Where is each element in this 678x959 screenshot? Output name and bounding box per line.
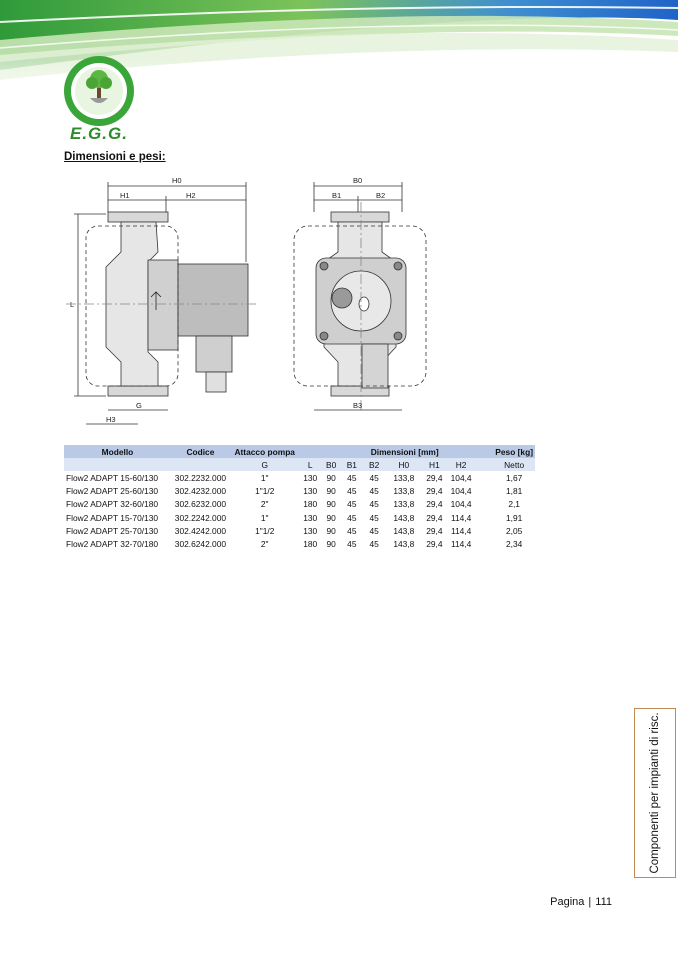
col-dimensions-header: Dimensioni [mm] bbox=[362, 445, 447, 458]
cell-h2: 114,4 bbox=[450, 525, 472, 536]
sub-header-b2: B2 bbox=[362, 458, 386, 471]
cell-b0: 90 bbox=[326, 525, 336, 536]
cell-b2: 45 bbox=[369, 512, 379, 523]
sub-header-h1: H1 bbox=[422, 458, 448, 471]
cell-b2: 45 bbox=[369, 538, 379, 549]
cell-model: Flow2 ADAPT 32-70/180 bbox=[66, 538, 159, 549]
cell-l: 130 bbox=[303, 512, 318, 523]
cell-h2: 104,4 bbox=[450, 486, 472, 497]
cell-code: 302.2232.000 bbox=[174, 472, 227, 483]
table-group-header bbox=[64, 445, 535, 458]
cell-h1: 29,4 bbox=[426, 486, 443, 497]
cell-h1: 29,4 bbox=[426, 525, 443, 536]
cell-code: 302.6232.000 bbox=[174, 499, 227, 510]
sub-header-g: G bbox=[230, 458, 300, 471]
cell-weight: 2,1 bbox=[508, 499, 520, 510]
cell-h1: 29,4 bbox=[426, 499, 443, 510]
cell-b0: 90 bbox=[326, 486, 336, 497]
sub-header-b0: B0 bbox=[321, 458, 342, 471]
sub-header-h0: H0 bbox=[386, 458, 422, 471]
pump-dimension-drawing bbox=[66, 172, 446, 434]
cell-h0: 143,8 bbox=[393, 525, 415, 536]
spec-table bbox=[64, 445, 535, 551]
cell-b1: 45 bbox=[347, 538, 357, 549]
cell-b0: 90 bbox=[326, 538, 336, 549]
cell-b2: 45 bbox=[369, 525, 379, 536]
table-row bbox=[64, 485, 535, 498]
chapter-side-tab-label: Componenti per impianti di risc. bbox=[649, 712, 661, 874]
cell-b0: 90 bbox=[326, 512, 336, 523]
dim-label-b0: B0 bbox=[353, 176, 363, 185]
table-sub-header bbox=[64, 458, 535, 471]
sub-header-l: L bbox=[300, 458, 321, 471]
cell-l: 180 bbox=[303, 538, 318, 549]
cell-b1: 45 bbox=[347, 512, 357, 523]
cell-weight: 1,81 bbox=[505, 486, 523, 497]
cell-h1: 29,4 bbox=[426, 538, 443, 549]
table-row bbox=[64, 511, 535, 524]
dim-label-h0: H0 bbox=[172, 176, 182, 185]
cell-b0: 90 bbox=[326, 472, 336, 483]
cell-l: 130 bbox=[303, 486, 318, 497]
table-row bbox=[64, 537, 535, 550]
cell-g: 2" bbox=[260, 538, 269, 549]
cell-l: 180 bbox=[303, 499, 318, 510]
cell-h0: 143,8 bbox=[393, 538, 415, 549]
cell-weight: 2,05 bbox=[505, 525, 523, 536]
cell-h1: 29,4 bbox=[426, 472, 443, 483]
dim-label-g: G bbox=[136, 401, 142, 410]
cell-b2: 45 bbox=[369, 499, 379, 510]
section-title: Dimensioni e pesi: bbox=[64, 151, 166, 163]
cell-b2: 45 bbox=[369, 472, 379, 483]
dim-label-h2: H2 bbox=[186, 191, 196, 200]
table-row bbox=[64, 498, 535, 511]
cell-model: Flow2 ADAPT 25-70/130 bbox=[66, 525, 159, 536]
cell-l: 130 bbox=[303, 525, 318, 536]
cell-h0: 143,8 bbox=[393, 512, 415, 523]
cell-b1: 45 bbox=[347, 472, 357, 483]
dim-label-h3: H3 bbox=[106, 415, 116, 424]
dim-label-b1: B1 bbox=[332, 191, 342, 200]
page-number: 111 bbox=[595, 896, 612, 908]
cell-weight: 1,91 bbox=[505, 512, 523, 523]
cell-code: 302.4242.000 bbox=[174, 525, 227, 536]
cell-g: 1" bbox=[260, 472, 269, 483]
cell-h2: 114,4 bbox=[450, 538, 472, 549]
cell-model: Flow2 ADAPT 15-70/130 bbox=[66, 512, 159, 523]
brand-logo bbox=[62, 54, 136, 128]
page-separator: | bbox=[588, 896, 592, 908]
brand-name: E.G.G. bbox=[70, 124, 128, 143]
cell-model: Flow2 ADAPT 15-60/130 bbox=[66, 472, 159, 483]
dim-label-l: L bbox=[70, 300, 75, 309]
cell-l: 130 bbox=[303, 472, 318, 483]
dim-label-h1: H1 bbox=[120, 191, 130, 200]
cell-h0: 133,8 bbox=[393, 486, 415, 497]
dim-label-b3: B3 bbox=[353, 401, 363, 410]
cell-code: 302.4232.000 bbox=[174, 486, 227, 497]
cell-b1: 45 bbox=[347, 525, 357, 536]
cell-g: 1" bbox=[260, 512, 269, 523]
cell-model: Flow2 ADAPT 32-60/180 bbox=[66, 499, 159, 510]
dim-label-b2: B2 bbox=[376, 191, 386, 200]
cell-g: 2" bbox=[260, 499, 269, 510]
cell-b0: 90 bbox=[326, 499, 336, 510]
cell-h1: 29,4 bbox=[426, 512, 443, 523]
cell-h2: 104,4 bbox=[450, 499, 472, 510]
sub-header-b1: B1 bbox=[342, 458, 363, 471]
page-footer bbox=[550, 896, 612, 908]
cell-h0: 133,8 bbox=[393, 472, 415, 483]
cell-code: 302.6242.000 bbox=[174, 538, 227, 549]
cell-model: Flow2 ADAPT 25-60/130 bbox=[66, 486, 159, 497]
col-model-header: Modello bbox=[64, 445, 171, 458]
cell-h0: 133,8 bbox=[393, 499, 415, 510]
cell-h2: 104,4 bbox=[450, 472, 472, 483]
cell-b1: 45 bbox=[347, 499, 357, 510]
col-connection-header: Attacco pompa bbox=[230, 445, 300, 458]
col-code-header: Codice bbox=[171, 445, 230, 458]
cell-g: 1"1/2 bbox=[255, 486, 275, 497]
cell-b2: 45 bbox=[369, 486, 379, 497]
cell-b1: 45 bbox=[347, 486, 357, 497]
cell-g: 1"1/2 bbox=[255, 525, 275, 536]
table-row bbox=[64, 524, 535, 537]
col-weight-header: Peso [kg] bbox=[495, 446, 533, 457]
cell-weight: 1,67 bbox=[505, 472, 523, 483]
cell-weight: 2,34 bbox=[505, 538, 523, 549]
cell-code: 302.2242.000 bbox=[174, 512, 227, 523]
sub-header-netto: Netto bbox=[493, 458, 535, 471]
chapter-side-tab bbox=[634, 708, 676, 878]
cell-h2: 114,4 bbox=[450, 512, 472, 523]
page-label: Pagina bbox=[550, 896, 585, 908]
table-row bbox=[64, 471, 535, 484]
sub-header-h2: H2 bbox=[447, 458, 475, 471]
